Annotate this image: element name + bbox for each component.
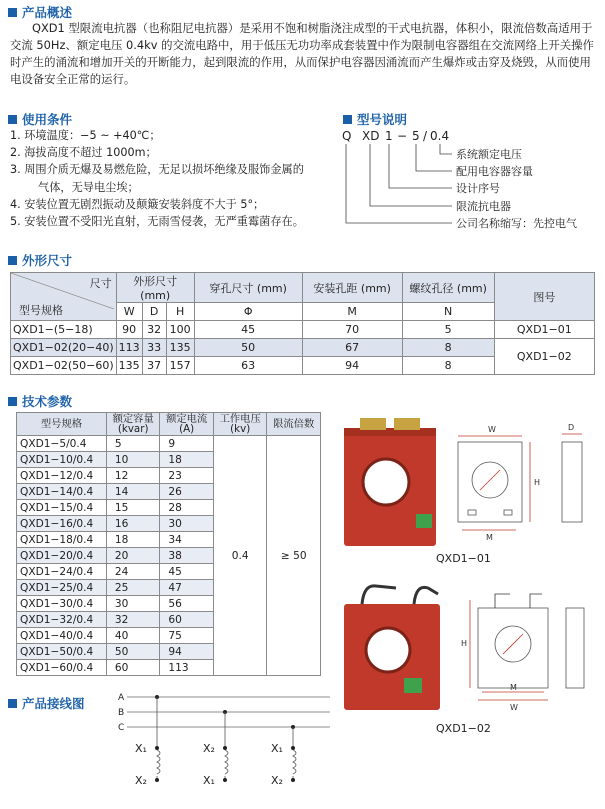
phase-label: A bbox=[118, 693, 125, 703]
table-cell: QXD1−02 bbox=[494, 339, 594, 375]
dim-w-label-2: W bbox=[510, 703, 518, 712]
drawing-side-01 bbox=[562, 434, 582, 522]
terminal-label: X₁ bbox=[203, 774, 215, 787]
table-cell: QXD1−24/0.4 bbox=[17, 564, 107, 580]
condition-item: 1. 环境温度：−5 ~ +40℃； bbox=[10, 129, 161, 142]
phase-label: C bbox=[118, 723, 125, 733]
sub-header: N bbox=[402, 303, 494, 321]
table-cell: 18 bbox=[160, 452, 214, 468]
table-cell: QXD1−01 bbox=[494, 321, 594, 339]
sub-header: H bbox=[166, 303, 194, 321]
table-cell: QXD1−(5−18) bbox=[11, 321, 117, 339]
table-cell: 24 bbox=[106, 564, 160, 580]
model-code-part: − bbox=[397, 129, 408, 143]
working-voltage-cell: 0.4 bbox=[213, 436, 267, 676]
corner-cell bbox=[11, 273, 117, 321]
phase-label: B bbox=[118, 708, 125, 718]
table-cell: 5 bbox=[402, 321, 494, 339]
table-cell: 67 bbox=[302, 339, 402, 357]
overview-text: QXD1 型限流电抗器（也称阻尼电抗器）是采用不饱和树脂浇注成型的干式电抗器，体积小，限流倍数高适用于交流 50Hz、额定电压 0.4kv 的交流电路中，用于低压无功功率成套装置中作为限制电容器组在交流网络上开关操作时产生的涌流和增加开关的开断能力，起到限流的作用，从而保护电容器因涌流而产生爆炸或击穿及烧毁，从而使用电设备安全正常的运行。 bbox=[10, 21, 594, 86]
table-cell: 45 bbox=[194, 321, 302, 339]
model-label: 限流抗电器 bbox=[456, 200, 511, 213]
condition-item: 4. 安装位置无剧烈振动及颠簸安装斜度不大于 5°； bbox=[10, 197, 265, 211]
table-cell: QXD1−14/0.4 bbox=[17, 484, 107, 500]
limit-ratio-cell: ≥ 50 bbox=[267, 436, 321, 676]
table-cell: QXD1−02(20−40) bbox=[11, 339, 117, 357]
col-header: 螺纹孔径 (mm) bbox=[402, 273, 494, 303]
condition-item: 3. 周围介质无爆及易燃危险，无足以损坏绝缘及服饰金属的 bbox=[10, 163, 304, 177]
drawing-front-01 bbox=[458, 436, 530, 530]
table-cell: 8 bbox=[402, 339, 494, 357]
sub-header: Φ bbox=[194, 303, 302, 321]
terminal-label: X₂ bbox=[271, 774, 283, 787]
reactor-photo-01 bbox=[344, 418, 436, 546]
condition-item: 2. 海拔高度不超过 1000m； bbox=[10, 146, 157, 160]
conditions-heading: 使用条件 bbox=[8, 110, 72, 128]
table-cell: 32 bbox=[106, 612, 160, 628]
table-cell: 32 bbox=[142, 321, 166, 339]
model-label: 系统额定电压 bbox=[456, 148, 522, 161]
dimensions-heading: 外形尺寸 bbox=[8, 251, 72, 269]
corner-bottom-label: 型号规格 bbox=[19, 304, 63, 317]
table-cell: 135 bbox=[166, 339, 194, 357]
model-code-part: 5 bbox=[412, 129, 420, 143]
table-cell: QXD1−30/0.4 bbox=[17, 596, 107, 612]
product-figure-qxd1-02 bbox=[330, 580, 600, 720]
table-cell: 50 bbox=[194, 339, 302, 357]
table-cell: 14 bbox=[106, 484, 160, 500]
tech-col-header: 型号规格 bbox=[17, 413, 107, 436]
table-cell: QXD1−20/0.4 bbox=[17, 548, 107, 564]
table-cell: 30 bbox=[106, 596, 160, 612]
sub-header: D bbox=[142, 303, 166, 321]
table-cell: QXD1−50/0.4 bbox=[17, 644, 107, 660]
table-cell: 23 bbox=[160, 468, 214, 484]
table-cell: 15 bbox=[106, 500, 160, 516]
table-cell: 50 bbox=[106, 644, 160, 660]
table-cell: 113 bbox=[160, 660, 214, 676]
table-cell: QXD1−15/0.4 bbox=[17, 500, 107, 516]
conditions-list bbox=[10, 127, 304, 230]
dim-h-label-2: H bbox=[461, 639, 468, 648]
sub-header: M bbox=[302, 303, 402, 321]
table-cell: 157 bbox=[166, 357, 194, 375]
table-cell: 12 bbox=[106, 468, 160, 484]
table-row bbox=[11, 339, 595, 357]
figure-caption: QXD1−01 bbox=[436, 552, 491, 565]
table-cell: QXD1−18/0.4 bbox=[17, 532, 107, 548]
tech-col-header: 额定电流 (A) bbox=[160, 413, 214, 436]
figure-caption: QXD1−02 bbox=[436, 722, 491, 735]
model-code-part: 1 bbox=[385, 129, 393, 143]
table-cell: 28 bbox=[160, 500, 214, 516]
table-row bbox=[11, 321, 595, 339]
model-code-part: Q bbox=[342, 129, 352, 143]
table-cell: 8 bbox=[402, 357, 494, 375]
drawing-side-02 bbox=[566, 608, 584, 688]
dim-m-label-2: M bbox=[510, 683, 517, 692]
model-heading: 型号说明 bbox=[343, 110, 407, 128]
table-cell: QXD1−25/0.4 bbox=[17, 580, 107, 596]
table-cell: 113 bbox=[116, 339, 142, 357]
model-code-part: 0.4 bbox=[430, 129, 450, 143]
table-cell: 100 bbox=[166, 321, 194, 339]
tech-col-header: 限流倍数 bbox=[267, 413, 321, 436]
model-code-part: XD bbox=[362, 129, 380, 143]
col-header: 穿孔尺寸 (mm) bbox=[194, 273, 302, 303]
model-code-diagram bbox=[340, 126, 600, 236]
wiring-diagram bbox=[115, 690, 335, 795]
table-cell: QXD1−02(50−60) bbox=[11, 357, 117, 375]
table-cell: 34 bbox=[160, 532, 214, 548]
table-cell: 33 bbox=[142, 339, 166, 357]
col-header: 图号 bbox=[494, 273, 594, 321]
table-cell: 60 bbox=[106, 660, 160, 676]
table-cell: 10 bbox=[106, 452, 160, 468]
table-cell: 135 bbox=[116, 357, 142, 375]
wiring-heading: 产品接线图 bbox=[8, 694, 85, 712]
table-cell: 26 bbox=[160, 484, 214, 500]
dim-d-label: D bbox=[568, 423, 575, 432]
terminal-label: X₁ bbox=[271, 742, 283, 755]
condition-item: 5. 安装位置不受阳光直射，无雨雪侵袭，无严重霉菌存在。 bbox=[10, 215, 304, 229]
col-header: 安装孔距 (mm) bbox=[302, 273, 402, 303]
table-cell: 30 bbox=[160, 516, 214, 532]
table-cell: 63 bbox=[194, 357, 302, 375]
reactor-photo-02 bbox=[344, 586, 440, 710]
table-cell: 38 bbox=[160, 548, 214, 564]
table-cell: 40 bbox=[106, 628, 160, 644]
tech-col-header: 额定容量 (kvar) bbox=[106, 413, 160, 436]
model-label: 公司名称缩写：先控电气 bbox=[456, 217, 577, 230]
table-cell: QXD1−10/0.4 bbox=[17, 452, 107, 468]
table-cell: 60 bbox=[160, 612, 214, 628]
drawing-front-02 bbox=[470, 594, 548, 700]
table-cell: QXD1−32/0.4 bbox=[17, 612, 107, 628]
tech-heading: 技术参数 bbox=[8, 392, 72, 410]
terminal-label: X₂ bbox=[135, 774, 147, 787]
dimensions-table bbox=[10, 272, 595, 375]
dim-m-label: M bbox=[486, 533, 493, 542]
condition-item: 气体，无导电尘埃； bbox=[38, 180, 139, 194]
table-cell: 56 bbox=[160, 596, 214, 612]
table-cell: QXD1−12/0.4 bbox=[17, 468, 107, 484]
sub-header: W bbox=[116, 303, 142, 321]
table-cell: 37 bbox=[142, 357, 166, 375]
table-cell: 18 bbox=[106, 532, 160, 548]
terminal-label: X₁ bbox=[135, 742, 147, 755]
terminal-label: X₂ bbox=[203, 742, 215, 755]
table-cell: 20 bbox=[106, 548, 160, 564]
model-code-part: / bbox=[423, 129, 428, 143]
table-cell: QXD1−16/0.4 bbox=[17, 516, 107, 532]
table-cell: 94 bbox=[160, 644, 214, 660]
table-cell: 25 bbox=[106, 580, 160, 596]
table-row bbox=[17, 436, 321, 452]
table-cell: 75 bbox=[160, 628, 214, 644]
tech-table bbox=[16, 412, 321, 676]
tech-col-header: 工作电压 (kv) bbox=[213, 413, 267, 436]
corner-top-label: 尺寸 bbox=[89, 277, 112, 290]
table-cell: QXD1−40/0.4 bbox=[17, 628, 107, 644]
table-cell: 5 bbox=[106, 436, 160, 452]
table-cell: QXD1−5/0.4 bbox=[17, 436, 107, 452]
table-cell: 90 bbox=[116, 321, 142, 339]
model-label: 配用电容器容量 bbox=[456, 165, 533, 178]
table-cell: 16 bbox=[106, 516, 160, 532]
table-cell: 70 bbox=[302, 321, 402, 339]
model-label: 设计序号 bbox=[456, 182, 500, 195]
table-cell: 94 bbox=[302, 357, 402, 375]
dim-w-label: W bbox=[488, 425, 496, 434]
table-cell: QXD1−60/0.4 bbox=[17, 660, 107, 676]
table-cell: 9 bbox=[160, 436, 214, 452]
dim-h-label: H bbox=[534, 478, 541, 487]
table-cell: 45 bbox=[160, 564, 214, 580]
col-header: 外形尺寸 (mm) bbox=[116, 273, 194, 303]
overview-heading: 产品概述 bbox=[8, 3, 72, 21]
table-cell: 47 bbox=[160, 580, 214, 596]
